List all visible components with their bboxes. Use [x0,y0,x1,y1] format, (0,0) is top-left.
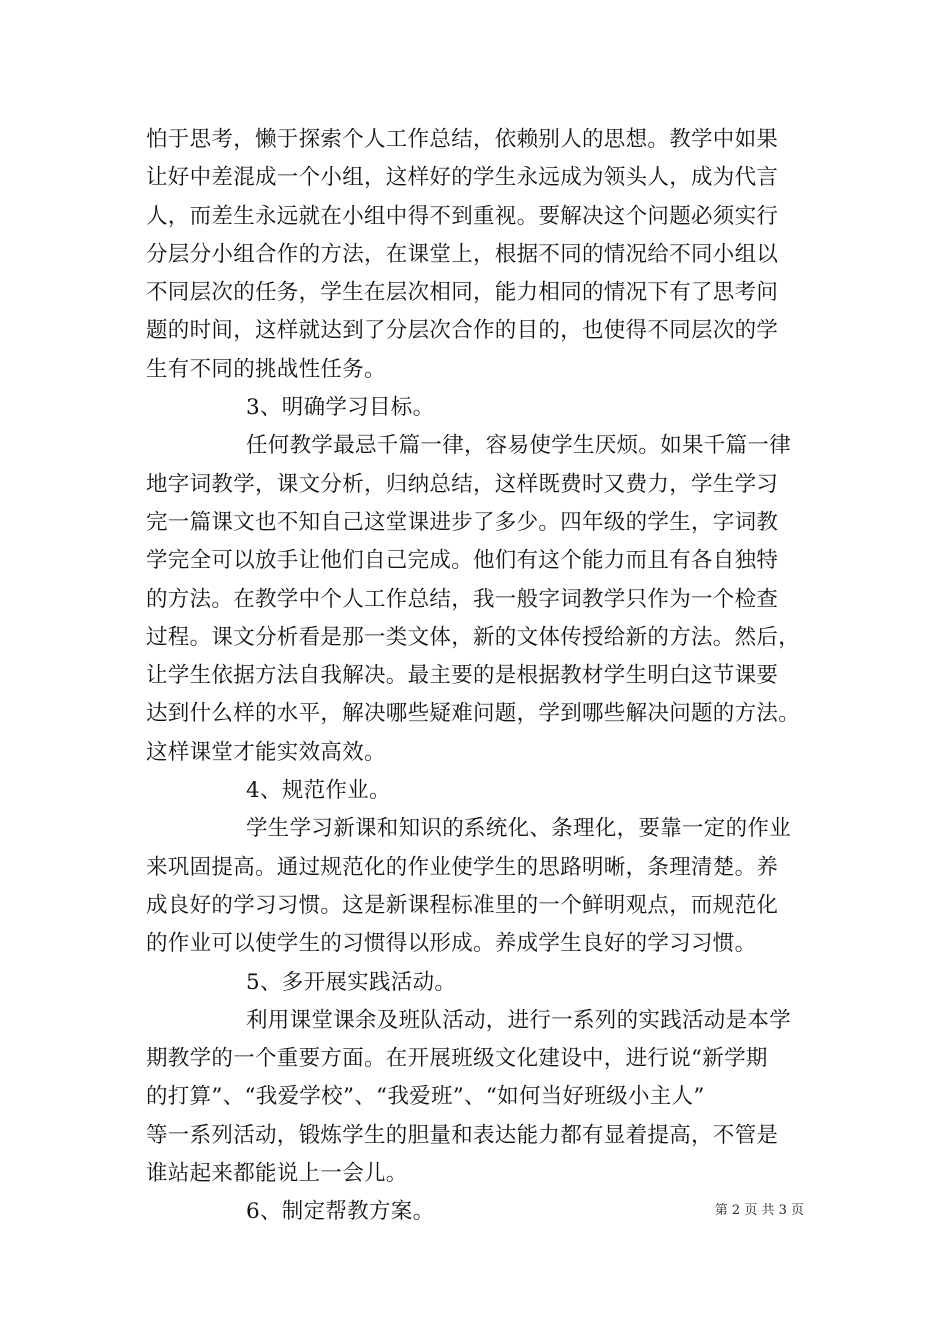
text-line: 任何教学最忌千篇一律，容易使学生厌烦。如果千篇一律 [246,433,792,459]
text-line: 来巩固提高。通过规范化的作业使学生的思路明晰，条理清楚。养 [146,854,779,880]
text-line: 让学生依据方法自我解决。最主要的是根据教材学生明白这节课要 [146,663,779,689]
text-line: 等一系列活动，锻炼学生的胆量和表达能力都有显着提高，不管是 [146,1122,779,1148]
text-line: 完一篇课文也不知自己这堂课进步了多少。四年级的学生，字词教 [146,509,779,535]
text-line: 期教学的一个重要方面。在开展班级文化建设中，进行说“新学期 [146,1046,768,1072]
text-line: 成良好的学习习惯。这是新课程标准里的一个鲜明观点，而规范化 [146,892,779,918]
text-line: 分层分小组合作的方法，在课堂上，根据不同的情况给不同小组以 [146,241,779,267]
section-heading-3: 3、明确学习目标。 [246,395,435,421]
text-line: 怕于思考，懒于探索个人工作总结，依赖别人的思想。教学中如果 [146,127,779,152]
text-line: 利用课堂课余及班队活动，进行一系列的实践活动是本学 [246,1007,792,1033]
text-line: 不同层次的任务，学生在层次相同，能力相同的情况下有了思考问 [146,280,779,306]
text-line: 题的时间，这样就达到了分层次合作的目的，也使得不同层次的学 [146,318,779,344]
page-number-footer: 第 2 页 共 3 页 [714,1203,804,1218]
section-heading-5: 5、多开展实践活动。 [246,969,457,995]
text-line: 的打算”、“我爱学校”、“我爱班”、“如何当好班级小主人” [146,1084,705,1110]
text-line: 让好中差混成一个小组，这样好的学生永远成为领头人，成为代言 [146,165,779,191]
text-line: 生有不同的挑战性任务。 [146,356,386,382]
text-line: 这样课堂才能实效高效。 [146,739,386,765]
text-line: 人，而差生永远就在小组中得不到重视。要解决这个问题必须实行 [146,203,779,229]
text-line: 达到什么样的水平，解决哪些疑难问题，学到哪些解决问题的方法。 [146,701,801,727]
text-line: 学生学习新课和知识的系统化、条理化，要靠一定的作业 [246,816,792,842]
text-line: 谁站起来都能说上一会儿。 [146,1161,408,1187]
section-heading-6: 6、制定帮教方案。 [246,1199,435,1225]
text-line: 过程。课文分析看是那一类文体，新的文体传授给新的方法。然后， [146,624,801,650]
text-line: 的作业可以使学生的习惯得以形成。养成学生良好的学习习惯。 [146,931,757,957]
text-line: 地字词教学，课文分析，归纳总结，这样既费时又费力，学生学习 [146,471,779,497]
body-text [146,121,816,1232]
text-line: 学完全可以放手让他们自己完成。他们有这个能力而且有各自独特 [146,548,779,574]
section-heading-4: 4、规范作业。 [246,778,391,804]
text-line: 的方法。在教学中个人工作总结，我一般字词教学只作为一个检查 [146,586,779,612]
